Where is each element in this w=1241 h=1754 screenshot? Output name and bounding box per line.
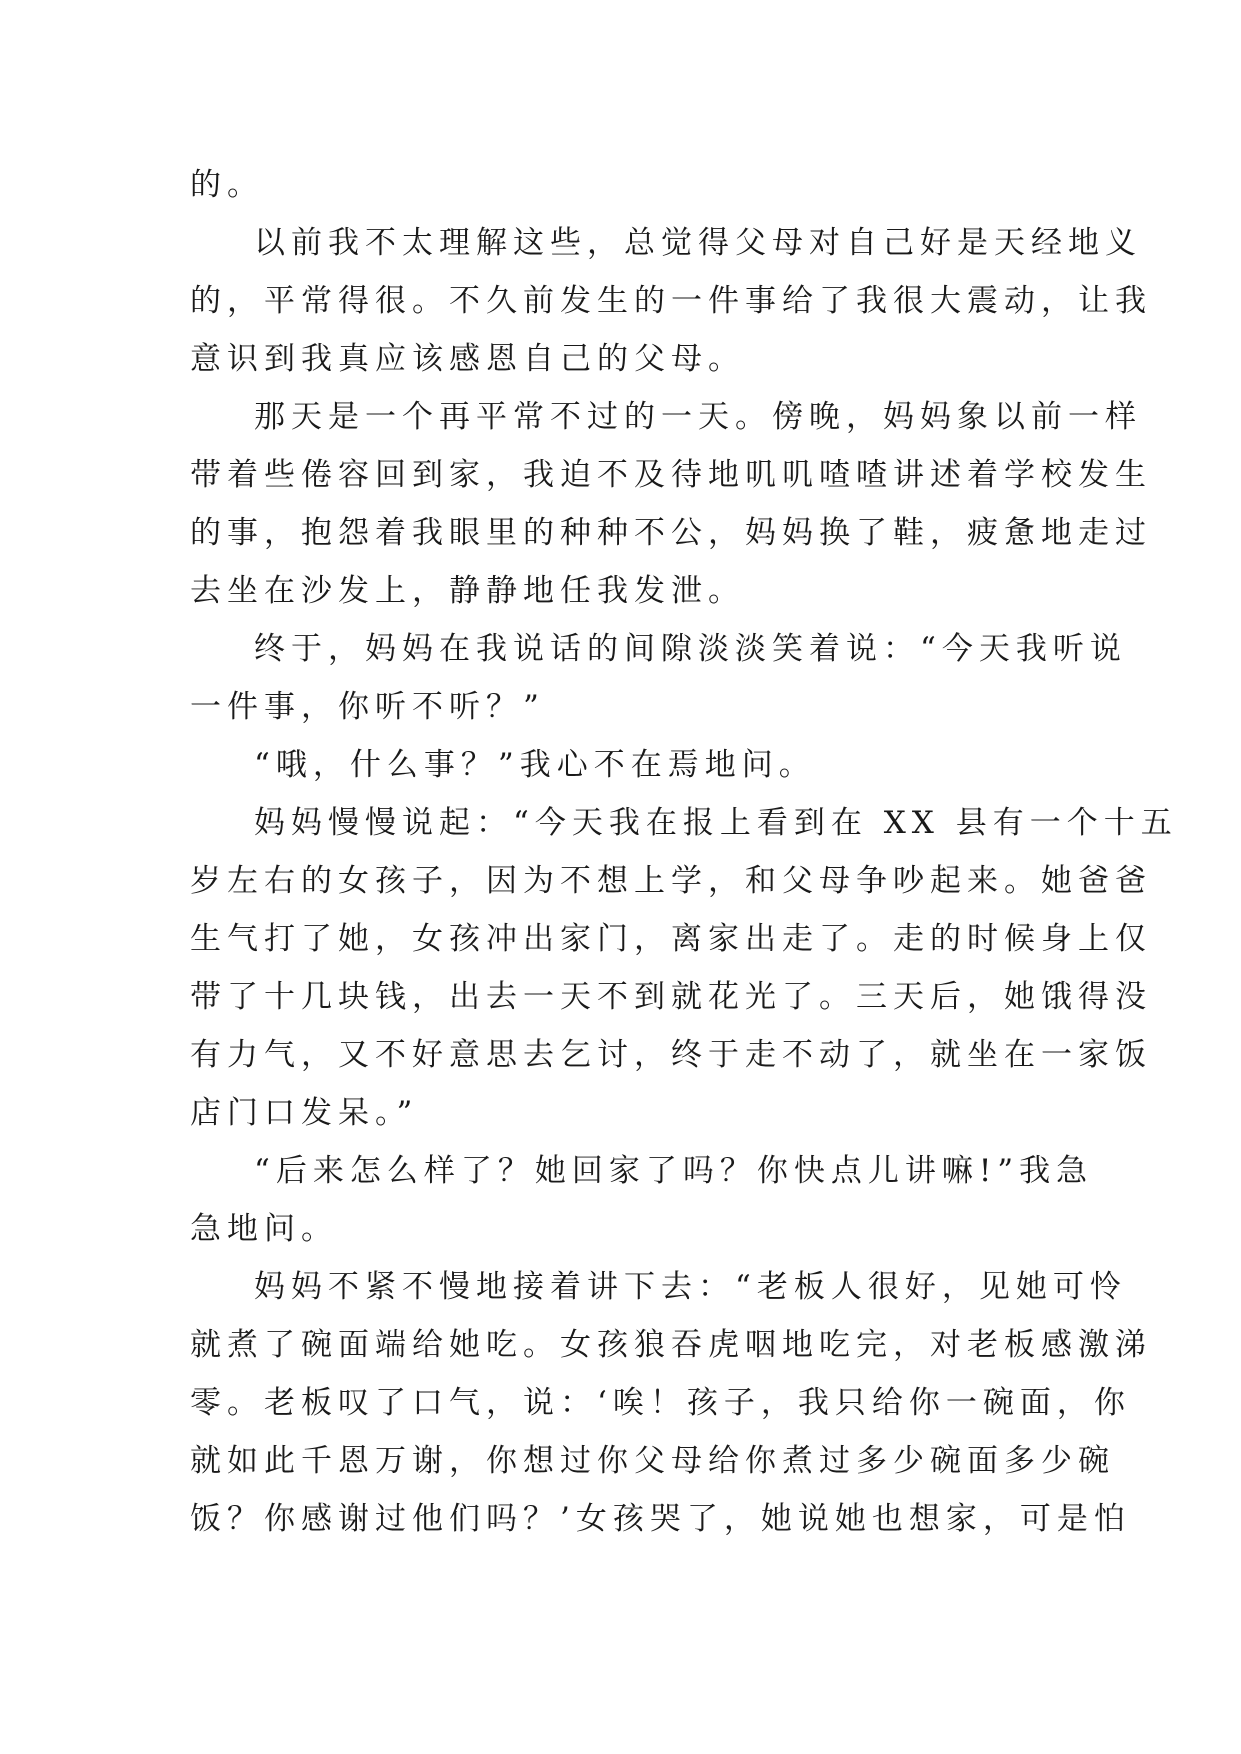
text-line: 带了十几块钱，出去一天不到就花光了。三天后，她饿得没	[190, 979, 1152, 1015]
document-body	[190, 156, 1178, 1548]
text-line: “哦，什么事？”我心不在焉地问。	[254, 747, 816, 783]
text-line: 店门口发呆。”	[190, 1095, 419, 1131]
text-line: 以前我不太理解这些，总觉得父母对自己好是天经地义	[254, 225, 1142, 261]
text-line: 妈妈慢慢说起：“今天我在报上看到在 XX 县有一个十五	[254, 805, 1178, 841]
text-line: 急地问。	[190, 1211, 338, 1247]
text-line: 的，平常得很。不久前发生的一件事给了我很大震动，让我	[190, 283, 1152, 319]
text-line: 就如此千恩万谢，你想过你父母给你煮过多少碗面多少碗	[190, 1443, 1115, 1479]
text-line: 饭？你感谢过他们吗？’女孩哭了，她说她也想家，可是怕	[190, 1501, 1131, 1537]
text-line: 一件事，你听不听？”	[190, 689, 545, 725]
text-line: 带着些倦容回到家，我迫不及待地叽叽喳喳讲述着学校发生	[190, 457, 1152, 493]
text-line: 就煮了碗面端给她吃。女孩狼吞虎咽地吃完，对老板感激涕	[190, 1327, 1152, 1363]
text-line: 意识到我真应该感恩自己的父母。	[190, 341, 745, 377]
text-line: 的。	[190, 167, 264, 203]
text-line: 去坐在沙发上，静静地任我发泄。	[190, 573, 745, 609]
text-line: 那天是一个再平常不过的一天。傍晚，妈妈象以前一样	[254, 399, 1142, 435]
text-line: 的事，抱怨着我眼里的种种不公，妈妈换了鞋，疲惫地走过	[190, 515, 1152, 551]
text-line: “后来怎么样了？她回家了吗？你快点儿讲嘛!”我急	[254, 1153, 1094, 1189]
text-line: 岁左右的女孩子，因为不想上学，和父母争吵起来。她爸爸	[190, 863, 1152, 899]
text-line: 有力气，又不好意思去乞讨，终于走不动了，就坐在一家饭	[190, 1037, 1152, 1073]
text-line: 终于，妈妈在我说话的间隙淡淡笑着说：“今天我听说	[254, 631, 1127, 667]
text-line: 零。老板叹了口气，说：‘唉！孩子，我只给你一碗面，你	[190, 1385, 1131, 1421]
text-line: 生气打了她，女孩冲出家门，离家出走了。走的时候身上仅	[190, 921, 1152, 957]
text-line: 妈妈不紧不慢地接着讲下去：“老板人很好，见她可怜	[254, 1269, 1127, 1305]
